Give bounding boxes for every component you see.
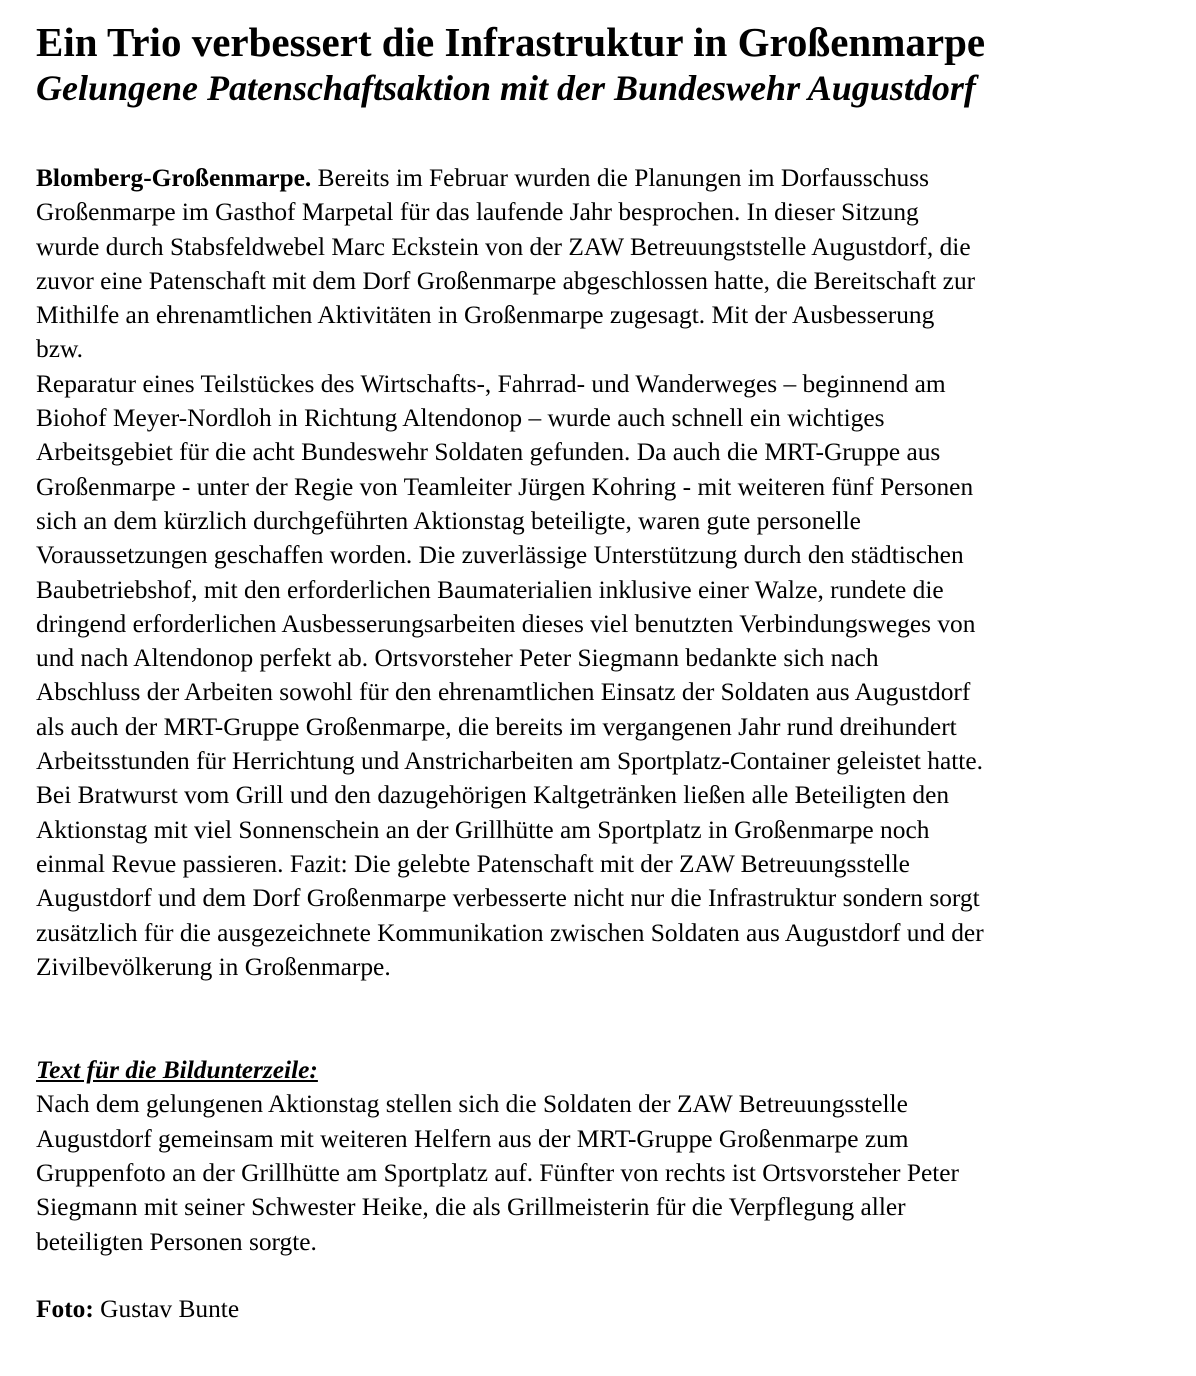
body-line: Großenmarpe im Gasthof Marpetal für das laufende Jahr besprochen. In dieser Sitzung — [36, 198, 919, 227]
body-line: Aktionstag mit viel Sonnenschein an der Grillhütte am Sportplatz in Großenmarpe noch — [36, 815, 930, 844]
article-body — [36, 161, 1171, 984]
photo-credit — [36, 1292, 1171, 1326]
article-headline: Ein Trio verbessert die Infrastruktur in Großenmarpe — [36, 19, 986, 65]
body-line: Zivilbevölkerung in Großenmarpe. — [36, 952, 391, 981]
caption-line: Gruppenfoto an der Grillhütte am Sportplatz auf. Fünfter von rechts ist Ortsvorsteher Peter — [36, 1159, 959, 1188]
body-line: wurde durch Stabsfeldwebel Marc Eckstein von der ZAW Betreuungststelle Augustdorf, die — [36, 232, 971, 261]
body-line — [36, 161, 1171, 195]
caption-line: Nach dem gelungenen Aktionstag stellen sich die Soldaten der ZAW Betreuungsstelle — [36, 1090, 908, 1119]
body-line: dringend erforderlichen Ausbesserungsarbeiten dieses viel benutzten Verbindungsweges von — [36, 609, 976, 638]
caption-line: Siegmann mit seiner Schwester Heike, die als Grillmeisterin für die Verpflegung aller — [36, 1193, 906, 1222]
body-line: und nach Altendonop perfekt ab. Ortsvorsteher Peter Siegmann bedankte sich nach — [36, 644, 879, 673]
body-line: als auch der MRT-Gruppe Großenmarpe, die bereits im vergangenen Jahr rund dreihundert — [36, 712, 957, 741]
body-line: Bei Bratwurst vom Grill und den dazugehörigen Kaltgetränken ließen alle Beteiligten den — [36, 781, 950, 810]
body-line: Augustdorf und dem Dorf Großenmarpe verbesserte nicht nur die Infrastruktur sondern sorgt — [36, 884, 980, 913]
body-line: Biohof Meyer-Nordloh in Richtung Altendonop – wurde auch schnell ein wichtiges — [36, 404, 885, 433]
body-line-text: Bereits im Februar wurden die Planungen im Dorfausschuss — [311, 164, 930, 192]
body-line: Baubetriebshof, mit den erforderlichen Baumaterialien inklusive einer Walze, rundete die — [36, 575, 944, 604]
body-line: Reparatur eines Teilstückes des Wirtschafts-, Fahrrad- und Wanderweges – beginnend am — [36, 369, 946, 398]
caption-line: Augustdorf gemeinsam mit weiteren Helfern aus der MRT-Gruppe Großenmarpe zum — [36, 1124, 909, 1153]
body-line: bzw. — [36, 335, 83, 364]
photo-credit-name: Gustav Bunte — [93, 1294, 240, 1323]
body-line: einmal Revue passieren. Fazit: Die gelebte Patenschaft mit der ZAW Betreuungsstelle — [36, 849, 910, 878]
caption-line: beteiligten Personen sorgte. — [36, 1227, 317, 1256]
article-subheadline: Gelungene Patenschaftsaktion mit der Bundeswehr Augustdorf — [36, 68, 976, 108]
caption-heading: Text für die Bildunterzeile: — [36, 1056, 318, 1085]
body-line: Abschluss der Arbeiten sowohl für den ehrenamtlichen Einsatz der Soldaten aus Augustdorf — [36, 678, 971, 707]
photo-caption — [36, 1053, 1171, 1259]
body-line: sich an dem kürzlich durchgeführten Aktionstag beteiligte, waren gute personelle — [36, 506, 861, 535]
body-line: Voraussetzungen geschaffen worden. Die zuverlässige Unterstützung durch den städtischen — [36, 541, 964, 570]
body-line: zuvor eine Patenschaft mit dem Dorf Großenmarpe abgeschlossen hatte, die Bereitschaft zur — [36, 266, 976, 295]
document-page — [36, 18, 1171, 1326]
photo-credit-label: Foto: — [36, 1294, 94, 1323]
article-dateline: Blomberg-Großenmarpe. — [36, 164, 312, 192]
body-line: Arbeitsgebiet für die acht Bundeswehr Soldaten gefunden. Da auch die MRT-Gruppe aus — [36, 438, 941, 467]
body-line: Mithilfe an ehrenamtlichen Aktivitäten in Großenmarpe zugesagt. Mit der Ausbesserung — [36, 301, 935, 330]
body-line: Arbeitsstunden für Herrichtung und Anstricharbeiten am Sportplatz-Container geleistet hatte. — [36, 747, 983, 776]
body-line: Großenmarpe - unter der Regie von Teamleiter Jürgen Kohring - mit weiteren fünf Personen — [36, 472, 974, 501]
body-line: zusätzlich für die ausgezeichnete Kommunikation zwischen Soldaten aus Augustdorf und der — [36, 918, 984, 947]
